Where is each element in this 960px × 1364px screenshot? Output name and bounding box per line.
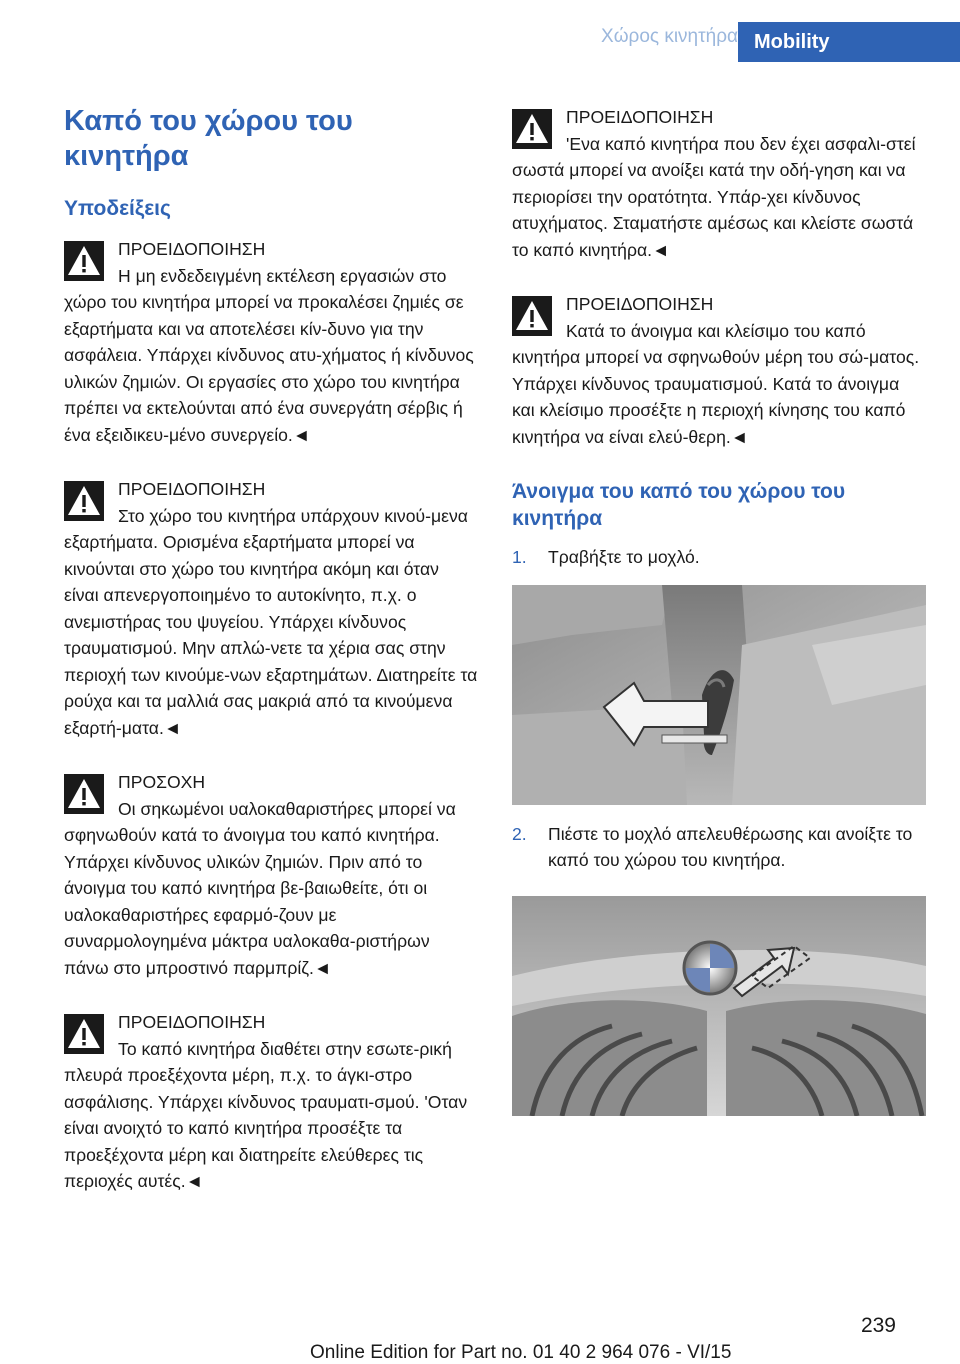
- warning-block: [512, 104, 926, 263]
- warning-title: ΠΡΟΕΙΔΟΠΟΙΗΣΗ: [118, 239, 266, 259]
- section-title-opening: Άνοιγμα του καπό του χώρου του κινητήρα: [512, 480, 846, 530]
- page-number: 239: [860, 1314, 896, 1337]
- caution-title: ΠΡΟΣΟΧΗ: [118, 772, 206, 792]
- step-item: [512, 821, 926, 874]
- page-footer: [0, 1314, 960, 1363]
- running-section-title: Χώρος κινητήρα: [601, 26, 738, 47]
- warning-triangle-icon: [64, 1014, 104, 1054]
- warning-block: [64, 236, 478, 448]
- warning-title: ΠΡΟΕΙΔΟΠΟΙΗΣΗ: [566, 107, 714, 127]
- release-lever-illustration: [512, 585, 926, 805]
- warning-text: 'Ενα καπό κινητήρα που δεν έχει ασφαλι-στεί σωστά μπορεί να ανοίξει κατά την οδή-γηση και να περιορίσει την ορατότητα. Υπάρ-χει κίνδυνος ατυχήματος. Σταματήστε αμέσως και κλείστε σωστά το καπό κινητήρα.◄: [512, 133, 916, 260]
- page-title: Καπό του χώρου του κινητήρα: [64, 105, 353, 172]
- step-text: Τραβήξτε το μοχλό.: [548, 547, 700, 567]
- page-header: [0, 0, 960, 62]
- step-number: 1.: [512, 547, 527, 567]
- step-number: 2.: [512, 823, 527, 844]
- subtitle-notes: Υποδείξεις: [64, 197, 171, 220]
- caution-block: [64, 769, 478, 981]
- right-column: [512, 104, 926, 1116]
- warning-triangle-icon: [64, 481, 104, 521]
- chapter-tab[interactable]: Mobility: [738, 22, 960, 62]
- warning-triangle-icon: [512, 296, 552, 336]
- step-list: [512, 544, 926, 571]
- warning-triangle-icon: [512, 109, 552, 149]
- step-list: [512, 821, 926, 874]
- warning-text: Κατά το άνοιγμα και κλείσιμο του καπό κινητήρα μπορεί να σφηνωθούν μέρη του σώ-ματος. Υπάρχει κίνδυνος τραυματισμού. Κατά το άνοιγμα και κλείσιμο προσέξτε η περιοχή κίνησης του καπό κινητήρα να είναι ελεύ-θερη.◄: [512, 320, 920, 447]
- warning-triangle-icon: [64, 774, 104, 814]
- warning-block: [64, 1009, 478, 1195]
- warning-title: ΠΡΟΕΙΔΟΠΟΙΗΣΗ: [118, 1012, 266, 1032]
- warning-title: ΠΡΟΕΙΔΟΠΟΙΗΣΗ: [118, 479, 266, 499]
- warning-text: Στο χώρο του κινητήρα υπάρχουν κινού-μενα εξαρτήματα. Ορισμένα εξαρτήματα μπορεί να κινούνται στο χώρο του κινητήρα ακόμη και όταν είναι απενεργοποιημένο το αυτοκίνητο, π.χ. ο ανεμιστήρας του ψυγείου. Υπάρχει κίνδυνος τραυματισμού. Μην απλώ-νετε τα χέρια σας στην περιοχή των κινούμε-νων εξαρτημάτων. Διατηρείτε τα ρούχα και τα μαλλιά σας μακριά από τα κινούμενα εξαρτή-ματα.◄: [64, 505, 478, 738]
- edition-info: Online Edition for Part no. 01 40 2 964 076 - VI/15: [310, 1342, 732, 1363]
- warning-title: ΠΡΟΕΙΔΟΠΟΙΗΣΗ: [566, 294, 714, 314]
- caution-text: Οι σηκωμένοι υαλοκαθαριστήρες μπορεί να σφηνωθούν κατά το άνοιγμα του καπό κινητήρα. Υπάρχει κίνδυνος υλικών ζημιών. Πριν από το άνοιγμα του καπό κινητήρα βε-βαιωθείτε, ότι οι υαλοκαθαριστήρες εφαρμό-ζουν με συναρμολογημένα μάκτρα υαλοκαθα-ριστήρων πάνω στο μπροστινό παρμπρίζ.◄: [64, 798, 456, 978]
- step-item: [512, 544, 926, 571]
- step-text: Πιέστε το μοχλό απελευθέρωσης και ανοίξτε το καπό του χώρου του κινητήρα.: [548, 823, 913, 870]
- warning-block: [512, 291, 926, 450]
- hood-opening-illustration: [512, 896, 926, 1116]
- warning-text: Η μη ενδεδειγμένη εκτέλεση εργασιών στο χώρο του κινητήρα μπορεί να προκαλέσει ζημιές σε εξαρτήματα και να αποτελέσει κίν-δυνο για την ασφάλεια. Υπάρχει κίνδυνος ατυ-χήματος ή κίνδυνος υλικών ζημιών. Οι εργασίες στο χώρο του κινητήρα πρέπει να εκτελούνται από ένα συνεργάτη σέρβις ή ένα εξειδικευ-μένο συνεργείο.◄: [64, 265, 474, 445]
- left-column: [64, 104, 478, 1223]
- warning-triangle-icon: [64, 241, 104, 281]
- warning-block: [64, 476, 478, 741]
- warning-text: Το καπό κινητήρα διαθέτει στην εσωτε-ρική πλευρά προεξέχοντα μέρη, π.χ. το άγκι-στρο ασφάλισης. Υπάρχει κίνδυνος τραυματι-σμού. 'Οταν είναι ανοιχτό το καπό κινητήρα προσέξτε τα προεξέχοντα μέρη και διατηρείτε ελεύθερες τις περιοχές αυτές.◄: [64, 1038, 468, 1191]
